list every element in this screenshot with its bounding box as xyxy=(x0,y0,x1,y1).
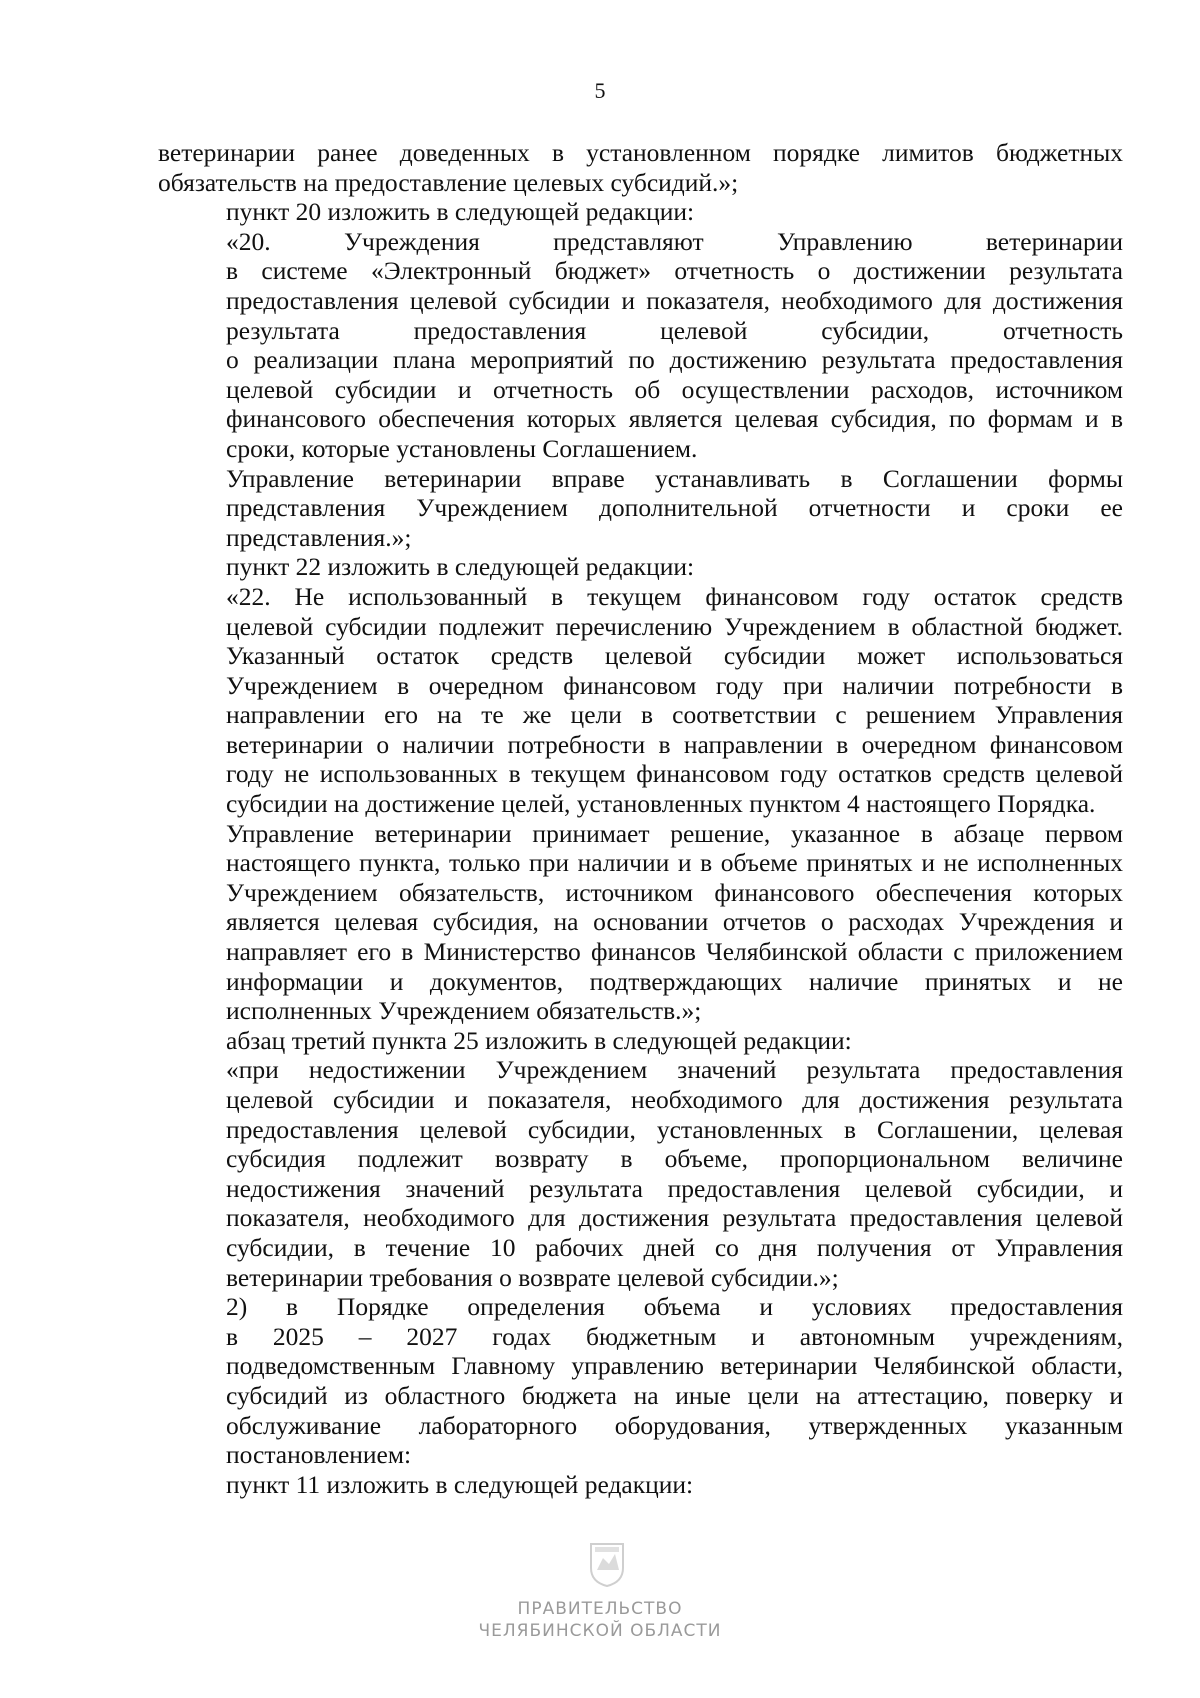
text-line: результата предоставления целевой субсидии, отчетность xyxy=(226,315,1123,345)
paragraph xyxy=(158,819,1123,1026)
paragraph xyxy=(158,1470,1123,1500)
paragraph xyxy=(158,1292,1123,1470)
coat-of-arms-icon xyxy=(587,1540,627,1588)
text-line: постановлением: xyxy=(226,1440,412,1470)
paragraph xyxy=(158,138,1123,197)
text-line: субсидии, в течение 10 рабочих дней со дня получения от Управления xyxy=(226,1232,1123,1262)
text-line: настоящего пункта, только при наличии и в объеме принятых и не исполненных xyxy=(226,848,1123,878)
text-line: является целевая субсидия, на основании отчетов о расходах Учреждения и xyxy=(226,907,1123,937)
page-number: 5 xyxy=(594,78,606,103)
paragraph xyxy=(158,1055,1123,1292)
text-line: информации и документов, подтверждающих наличие принятых и не xyxy=(226,966,1123,996)
text-line: в системе «Электронный бюджет» отчетность о достижении результата xyxy=(226,256,1123,286)
text-line: сроки, которые установлены Соглашением. xyxy=(226,433,698,463)
text-line: абзац третий пункта 25 изложить в следующей редакции: xyxy=(226,1025,852,1055)
text-line: пункт 11 изложить в следующей редакции: xyxy=(226,1469,694,1499)
text-line: субсидия подлежит возврату в объеме, пропорциональном величине xyxy=(226,1144,1123,1174)
text-line: «22. Не использованный в текущем финансовом году остаток средств xyxy=(226,581,1123,611)
text-line: подведомственным Главному управлению ветеринарии Челябинской области, xyxy=(226,1351,1123,1381)
text-line: обслуживание лабораторного оборудования, утвержденных указанным xyxy=(226,1410,1123,1440)
paragraph xyxy=(158,582,1123,819)
text-line: пункт 20 изложить в следующей редакции: xyxy=(226,197,695,227)
paragraph xyxy=(158,1026,1123,1056)
text-line: году не использованных в текущем финансовом году остатков средств целевой xyxy=(226,759,1123,789)
paragraph xyxy=(158,227,1123,464)
text-line: Учреждением в очередном финансовом году при наличии потребности в xyxy=(226,670,1123,700)
text-line: обязательств на предоставление целевых субсидий.»; xyxy=(158,167,739,197)
text-line: Управление ветеринарии принимает решение, указанное в абзаце первом xyxy=(226,818,1123,848)
text-line: «при недостижении Учреждением значений результата предоставления xyxy=(226,1055,1123,1085)
text-line: ветеринарии ранее доведенных в установленном порядке лимитов бюджетных xyxy=(158,138,1123,167)
government-watermark xyxy=(0,1598,1200,1642)
text-line: предоставления целевой субсидии и показателя, необходимого для достижения xyxy=(226,285,1123,315)
paragraph xyxy=(158,464,1123,553)
text-line: Учреждением обязательств, источником финансового обеспечения которых xyxy=(226,877,1123,907)
text-line: «20. Учреждения представляют Управлению ветеринарии xyxy=(226,226,1123,256)
text-line: пункт 22 изложить в следующей редакции: xyxy=(226,552,695,582)
watermark-line-1: ПРАВИТЕЛЬСТВО xyxy=(517,1599,683,1619)
text-line: Указанный остаток средств целевой субсидии может использоваться xyxy=(226,641,1123,671)
text-line: финансового обеспечения которых является целевая субсидия, по формам и в xyxy=(226,404,1123,434)
text-line: Управление ветеринарии вправе устанавливать в Соглашении формы xyxy=(226,463,1123,493)
text-line: 2) в Порядке определения объема и условиях предоставления xyxy=(226,1292,1123,1322)
text-line: ветеринарии о наличии потребности в направлении в очередном финансовом xyxy=(226,729,1123,759)
text-line: целевой субсидии и показателя, необходимого для достижения результата xyxy=(226,1085,1123,1114)
text-line: показателя, необходимого для достижения результата предоставления целевой xyxy=(226,1203,1123,1233)
paragraph xyxy=(158,552,1123,582)
text-line: направляет его в Министерство финансов Челябинской области с приложением xyxy=(226,937,1123,967)
text-line: субсидии на достижение целей, установленных пунктом 4 настоящего Порядка. xyxy=(226,789,1096,819)
watermark-line-2: ЧЕЛЯБИНСКОЙ ОБЛАСТИ xyxy=(478,1621,722,1641)
document-body xyxy=(158,138,1123,1499)
text-line: в 2025 – 2027 годах бюджетным и автономным учреждениям, xyxy=(226,1321,1123,1351)
text-line: целевой субсидии и отчетность об осуществлении расходов, источником xyxy=(226,374,1123,404)
paragraph xyxy=(158,197,1123,227)
text-line: субсидий из областного бюджета на иные цели на аттестацию, поверку и xyxy=(226,1380,1123,1410)
text-line: исполненных Учреждением обязательств.»; xyxy=(226,996,702,1026)
text-line: представления Учреждением дополнительной отчетности и сроки ее xyxy=(226,493,1123,523)
text-line: целевой субсидии подлежит перечислению Учреждением в областной бюджет. xyxy=(226,611,1123,641)
text-line: ветеринарии требования о возврате целевой субсидии.»; xyxy=(226,1262,839,1292)
text-line: о реализации плана мероприятий по достижению результата предоставления xyxy=(226,345,1123,375)
text-line: предоставления целевой субсидии, установленных в Соглашении, целевая xyxy=(226,1114,1123,1144)
text-line: представления.»; xyxy=(226,522,412,552)
text-line: направлении его на те же цели в соответствии с решением Управления xyxy=(226,700,1123,730)
text-line: недостижения значений результата предоставления целевой субсидии, и xyxy=(226,1173,1123,1203)
